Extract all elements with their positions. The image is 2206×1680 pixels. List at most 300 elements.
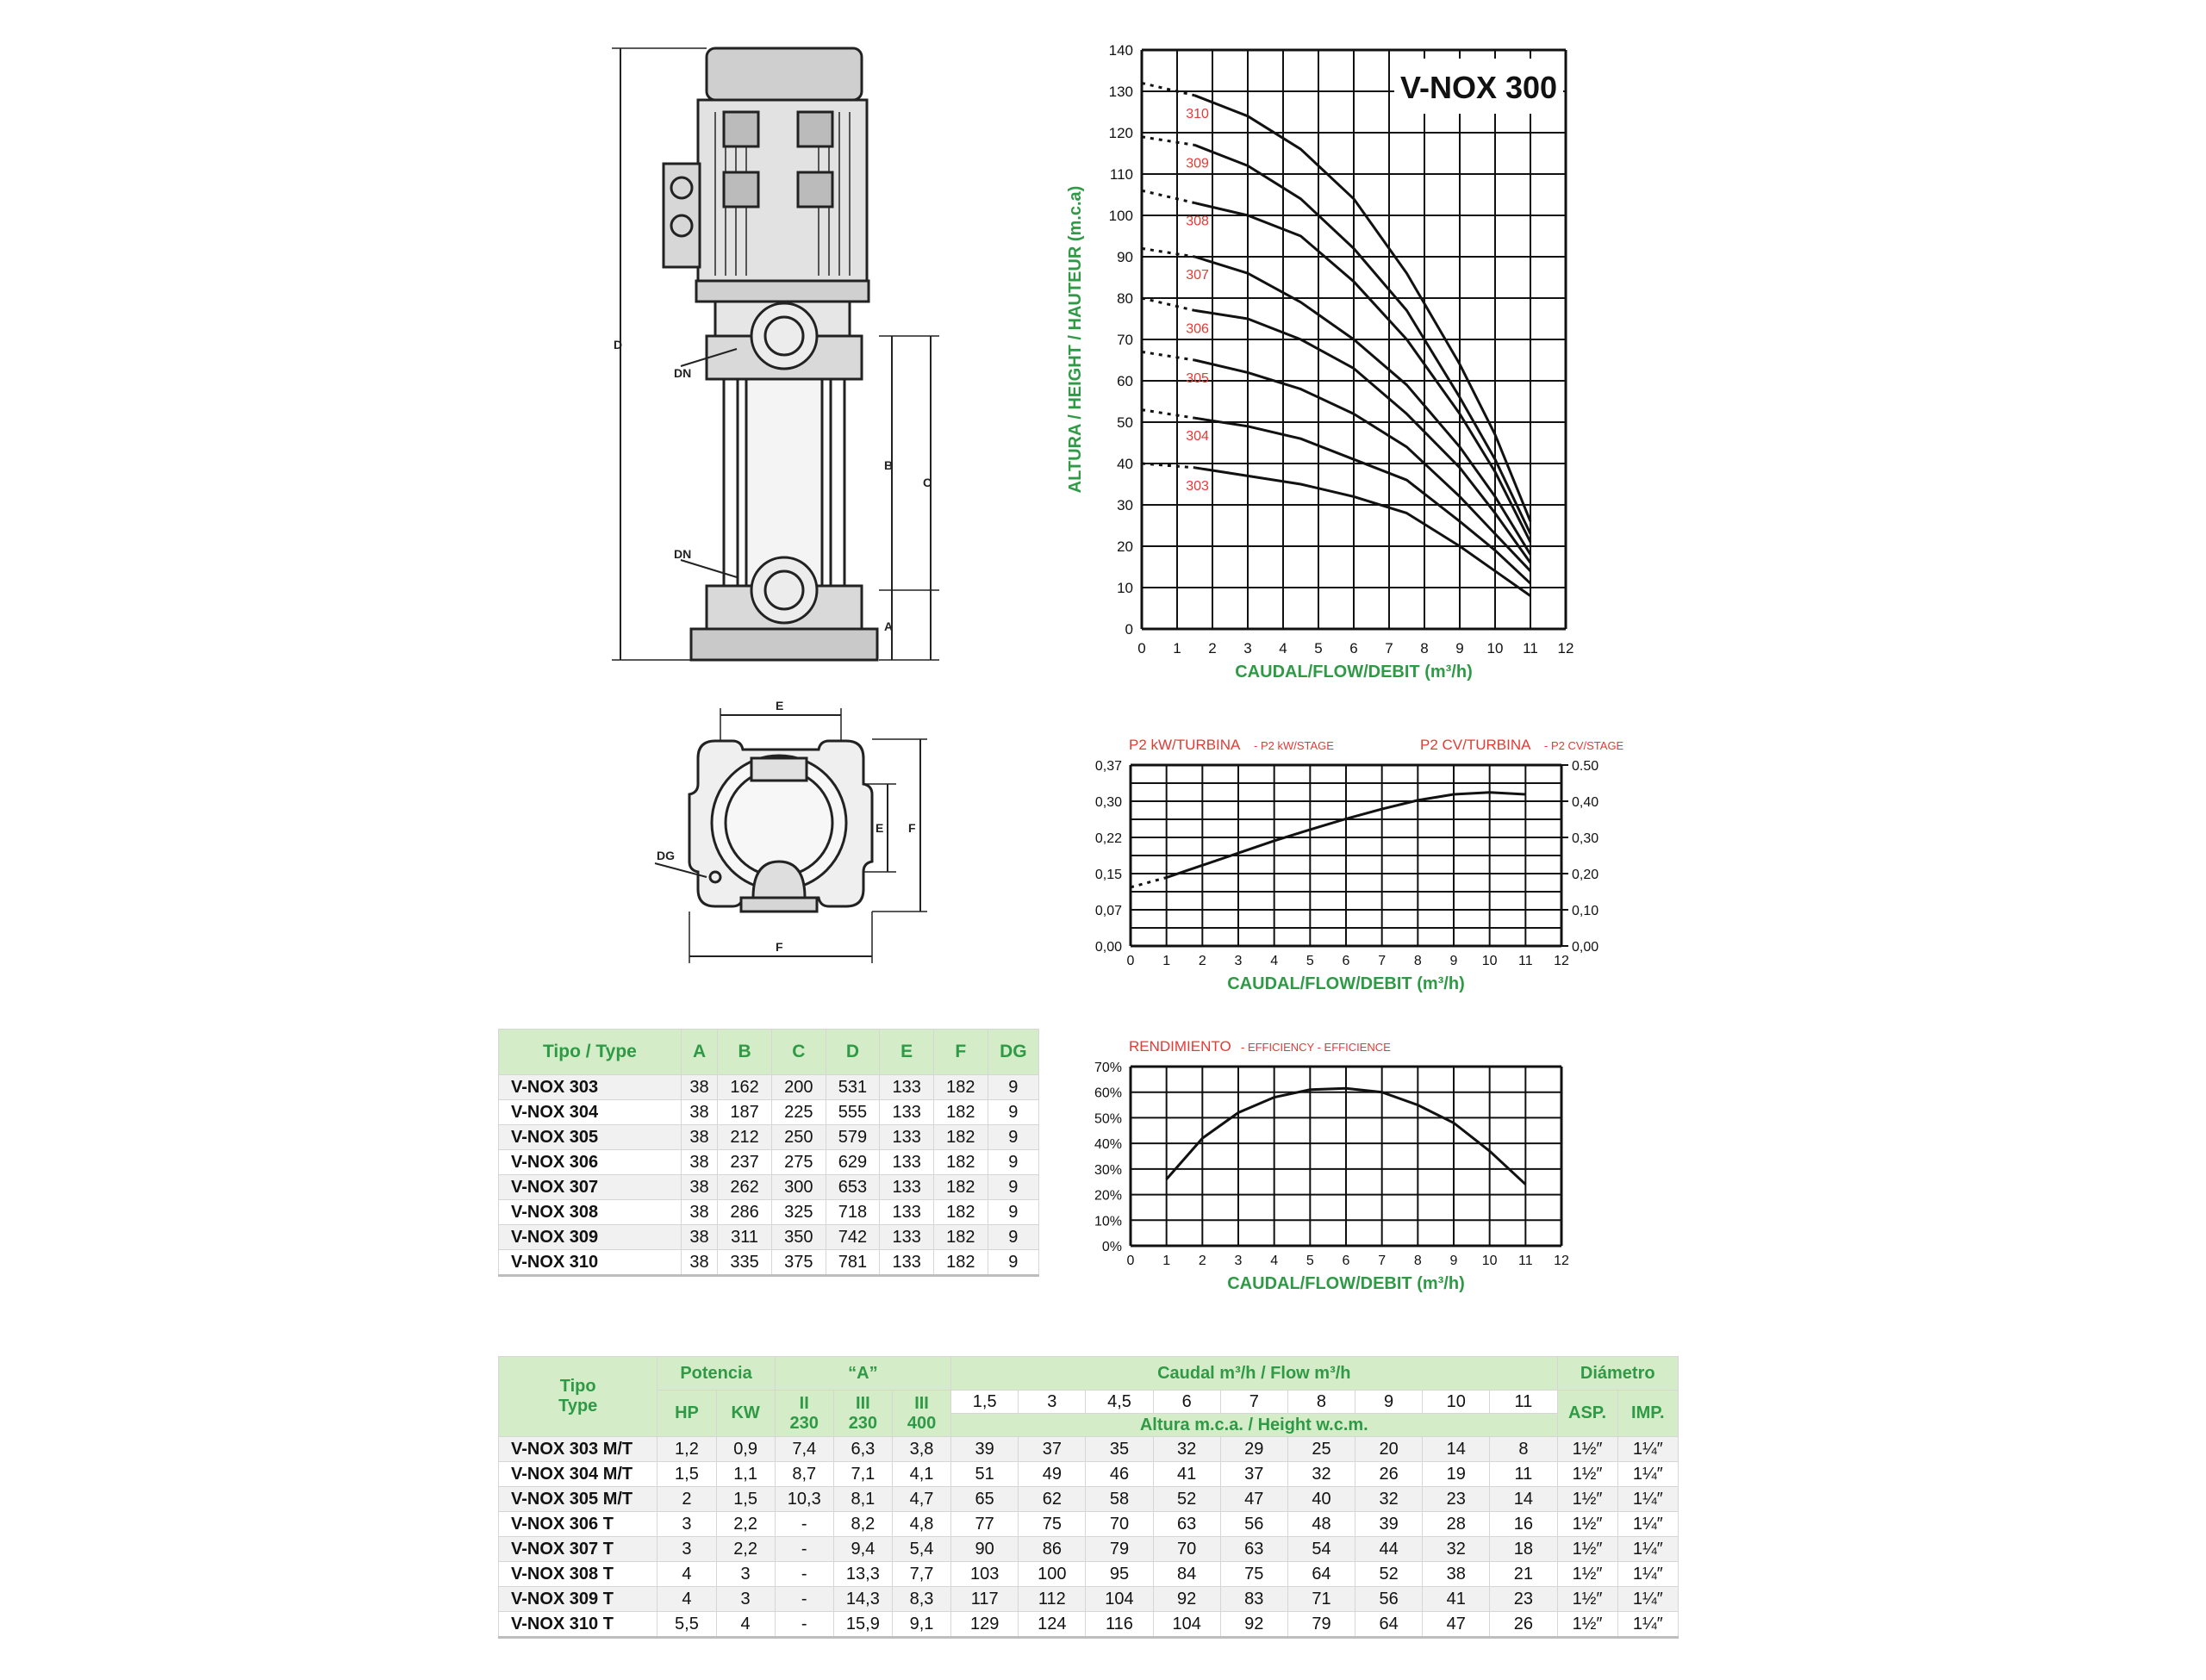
perf-cell: -: [775, 1537, 833, 1562]
power-ytick-right: 0,00: [1572, 940, 1599, 955]
perf-cell: 3: [657, 1537, 716, 1562]
dim-cell-type: V-NOX 306: [499, 1150, 682, 1175]
perf-cell: 41: [1423, 1587, 1490, 1612]
dim-cell: 300: [771, 1175, 826, 1200]
power-ytick-right: 0,40: [1572, 795, 1599, 810]
perf-cell: -: [775, 1512, 833, 1537]
perf-cell: 8,1: [833, 1487, 892, 1512]
power-title-right-sub: - P2 CV/STAGE: [1544, 739, 1624, 752]
perf-cell: 124: [1019, 1612, 1086, 1638]
perf-header-flow-7: 10: [1423, 1391, 1490, 1414]
dim-header-5: E: [880, 1030, 934, 1075]
perf-header-amp-1: [833, 1391, 892, 1437]
eff-ytick-label: 30%: [1094, 1162, 1122, 1178]
dim-cell-type: V-NOX 310: [499, 1250, 682, 1276]
perf-cell: 38: [1423, 1562, 1490, 1587]
dim-cell: 335: [718, 1250, 772, 1276]
dim-cell: 9: [988, 1175, 1038, 1200]
perf-cell: 104: [1153, 1612, 1220, 1638]
dim-cell-type: V-NOX 304: [499, 1100, 682, 1125]
dim-cell: 9: [988, 1250, 1038, 1276]
perf-cell: 1½″: [1557, 1587, 1617, 1612]
table-row: [499, 1587, 1679, 1612]
perf-cell: 16: [1490, 1512, 1557, 1537]
head-ytick-label: 110: [1109, 166, 1133, 183]
head-ytick-label: 60: [1117, 373, 1133, 389]
dim-cell: 350: [771, 1225, 826, 1250]
perf-cell: 1,2: [657, 1437, 716, 1462]
dim-header-1: A: [681, 1030, 717, 1075]
head-xtick-label: 3: [1243, 640, 1252, 656]
perf-cell: 71: [1287, 1587, 1355, 1612]
perf-cell: 32: [1355, 1487, 1423, 1512]
power-xtick-label: 9: [1449, 954, 1458, 968]
perf-cell: 28: [1423, 1512, 1490, 1537]
dim-cell-type: V-NOX 307: [499, 1175, 682, 1200]
eff-xtick-label: 6: [1342, 1254, 1350, 1268]
perf-cell: 4,8: [892, 1512, 950, 1537]
perf-cell: 32: [1153, 1437, 1220, 1462]
dim-cell: 375: [771, 1250, 826, 1276]
dim-header-4: D: [826, 1030, 880, 1075]
perf-cell: 116: [1086, 1612, 1153, 1638]
perf-cell: 7,7: [892, 1562, 950, 1587]
dim-cell: 38: [681, 1075, 717, 1100]
perf-cell-type: V-NOX 308 T: [499, 1562, 657, 1587]
dim-cell: 9: [988, 1200, 1038, 1225]
perf-cell: 37: [1220, 1462, 1287, 1487]
dim-cell-type: V-NOX 303: [499, 1075, 682, 1100]
perf-cell: 39: [951, 1437, 1019, 1462]
head-curve-310: [1195, 96, 1531, 521]
power-xtick-label: 11: [1518, 954, 1533, 968]
perf-cell: 90: [951, 1537, 1019, 1562]
table-row: [499, 1250, 1039, 1276]
dim-cell: 38: [681, 1100, 717, 1125]
table-row: [499, 1200, 1039, 1225]
eff-ytick-label: 10%: [1094, 1214, 1122, 1229]
perf-cell: 1¼″: [1617, 1587, 1678, 1612]
perf-cell: 1¼″: [1617, 1537, 1678, 1562]
perf-cell: 41: [1153, 1462, 1220, 1487]
perf-cell: 1,5: [657, 1462, 716, 1487]
perf-cell: 4: [716, 1612, 775, 1638]
perf-cell: 49: [1019, 1462, 1086, 1487]
perf-header-asp: ASP.: [1557, 1391, 1617, 1437]
perf-cell: 48: [1287, 1512, 1355, 1537]
perf-cell: 103: [951, 1562, 1019, 1587]
perf-cell: 3: [657, 1512, 716, 1537]
perf-header-flow-0: 1,5: [951, 1391, 1019, 1414]
power-ytick-left: 0,00: [1094, 940, 1122, 955]
dim-cell: 250: [771, 1125, 826, 1150]
head-y-axis-label: ALTURA / HEIGHT / HAUTEUR (m.c.a): [1066, 185, 1085, 494]
eff-title-sub: - EFFICIENCY - EFFICIENCE: [1241, 1041, 1391, 1054]
eff-ytick-label: 20%: [1094, 1188, 1122, 1204]
dim-cell: 781: [826, 1250, 880, 1276]
perf-cell: 15,9: [833, 1612, 892, 1638]
eff-xtick-label: 11: [1518, 1254, 1533, 1268]
dim-cell: 9: [988, 1225, 1038, 1250]
perf-cell: 14: [1423, 1437, 1490, 1462]
dim-cell: 133: [880, 1150, 934, 1175]
perf-cell: 1½″: [1557, 1562, 1617, 1587]
head-ytick-label: 80: [1117, 290, 1133, 307]
head-curve-304: [1195, 418, 1531, 583]
eff-xtick-label: 12: [1554, 1254, 1569, 1268]
perf-header-potencia: Potencia: [657, 1357, 775, 1391]
head-xtick-label: 0: [1137, 640, 1146, 656]
perf-cell: 56: [1355, 1587, 1423, 1612]
power-ytick-right: 0,10: [1572, 904, 1599, 918]
dim-cell: 653: [826, 1175, 880, 1200]
perf-cell: 112: [1019, 1587, 1086, 1612]
dim-cell: 133: [880, 1200, 934, 1225]
dim-cell: 9: [988, 1125, 1038, 1150]
perf-header-flow-3: 6: [1153, 1391, 1220, 1414]
power-ytick-left: 0,15: [1094, 868, 1122, 882]
perf-cell: 8,2: [833, 1512, 892, 1537]
perf-cell: 1¼″: [1617, 1612, 1678, 1638]
perf-header-flow-8: 11: [1490, 1391, 1557, 1414]
table-row: [499, 1150, 1039, 1175]
perf-cell: 100: [1019, 1562, 1086, 1587]
dim-cell: 200: [771, 1075, 826, 1100]
perf-cell: 51: [951, 1462, 1019, 1487]
dim-header-2: B: [718, 1030, 772, 1075]
power-xtick-label: 6: [1342, 954, 1350, 968]
perf-cell: 77: [951, 1512, 1019, 1537]
dim-cell: 275: [771, 1150, 826, 1175]
perf-header-flow-6: 9: [1355, 1391, 1423, 1414]
dim-label-E-top: E: [776, 699, 784, 712]
table-row: [499, 1487, 1679, 1512]
perf-header-tipo-es: Tipo: [559, 1377, 596, 1396]
head-ytick-label: 30: [1117, 497, 1133, 513]
dim-cell: 9: [988, 1100, 1038, 1125]
eff-ytick-label: 60%: [1094, 1086, 1122, 1101]
perf-cell-type: V-NOX 310 T: [499, 1612, 657, 1638]
pump-base-plan-drawing: [646, 689, 939, 974]
head-xtick-label: 2: [1208, 640, 1217, 656]
perf-header-amp-voltage: 400: [907, 1413, 937, 1433]
perf-cell: 14: [1490, 1487, 1557, 1512]
head-curve-303: [1195, 468, 1531, 596]
dim-cell: 718: [826, 1200, 880, 1225]
perf-cell: 19: [1423, 1462, 1490, 1487]
dim-cell: 182: [934, 1175, 988, 1200]
perf-cell: 79: [1287, 1612, 1355, 1638]
perf-cell: 1¼″: [1617, 1512, 1678, 1537]
perf-cell-type: V-NOX 303 M/T: [499, 1437, 657, 1462]
table-row: [499, 1612, 1679, 1638]
table-row: [499, 1125, 1039, 1150]
head-curve-label-303: 303: [1186, 478, 1209, 494]
head-curve-dashed-310: [1142, 83, 1195, 95]
table-row: [499, 1437, 1679, 1462]
dim-label-dn-bottom: DN: [674, 547, 692, 561]
perf-cell: 65: [951, 1487, 1019, 1512]
perf-cell: 62: [1019, 1487, 1086, 1512]
dim-cell: 133: [880, 1225, 934, 1250]
head-ytick-label: 140: [1108, 42, 1133, 59]
perf-cell: 58: [1086, 1487, 1153, 1512]
power-chart: [1060, 724, 1698, 1008]
perf-header-flow-2: 4,5: [1086, 1391, 1153, 1414]
head-ytick-label: 90: [1117, 249, 1133, 265]
perf-header-amp-phase: III: [856, 1393, 870, 1413]
head-ytick-label: 0: [1125, 621, 1133, 638]
power-title-right: P2 CV/TURBINA: [1420, 737, 1531, 753]
power-ytick-left: 0,22: [1094, 831, 1122, 846]
dim-cell: 262: [718, 1175, 772, 1200]
dim-cell: 133: [880, 1250, 934, 1276]
dim-cell: 225: [771, 1100, 826, 1125]
head-xtick-label: 8: [1420, 640, 1429, 656]
perf-cell: 4: [657, 1587, 716, 1612]
perf-cell: 1½″: [1557, 1537, 1617, 1562]
dim-label-F-side: F: [908, 821, 916, 835]
power-xtick-label: 1: [1162, 954, 1171, 968]
eff-title: RENDIMIENTO: [1129, 1038, 1231, 1055]
perf-cell: 84: [1153, 1562, 1220, 1587]
dim-cell: 38: [681, 1250, 717, 1276]
perf-header-caudal: Caudal m³/h / Flow m³/h: [951, 1357, 1557, 1391]
eff-ytick-label: 70%: [1094, 1061, 1122, 1075]
perf-cell: 10,3: [775, 1487, 833, 1512]
perf-header-flow-4: 7: [1220, 1391, 1287, 1414]
eff-xtick-label: 3: [1234, 1254, 1243, 1268]
dim-cell: 162: [718, 1075, 772, 1100]
perf-cell: 4,1: [892, 1462, 950, 1487]
perf-cell: 63: [1220, 1537, 1287, 1562]
perf-cell: 56: [1220, 1512, 1287, 1537]
head-ytick-label: 120: [1108, 125, 1133, 141]
perf-cell: -: [775, 1562, 833, 1587]
dim-cell: 133: [880, 1075, 934, 1100]
perf-cell: 5,5: [657, 1612, 716, 1638]
perf-header-flow-5: 8: [1287, 1391, 1355, 1414]
head-xtick-label: 12: [1557, 640, 1574, 656]
head-ytick-label: 50: [1117, 414, 1133, 431]
perf-cell: 25: [1287, 1437, 1355, 1462]
performance-table: [498, 1356, 1679, 1639]
power-xtick-label: 0: [1126, 954, 1135, 968]
eff-xtick-label: 8: [1413, 1254, 1422, 1268]
dim-label-F-bottom: F: [776, 940, 783, 954]
perf-cell: 7,4: [775, 1437, 833, 1462]
head-ytick-label: 130: [1108, 84, 1133, 100]
perf-cell: 2,2: [716, 1537, 775, 1562]
power-xtick-label: 2: [1198, 954, 1206, 968]
perf-cell: 23: [1423, 1487, 1490, 1512]
perf-header-altura: Altura m.c.a. / Height w.c.m.: [951, 1414, 1557, 1437]
perf-cell: 8,3: [892, 1587, 950, 1612]
power-ytick-left: 0,07: [1094, 904, 1122, 918]
perf-cell: 11: [1490, 1462, 1557, 1487]
perf-cell: 1¼″: [1617, 1437, 1678, 1462]
perf-cell: 1¼″: [1617, 1562, 1678, 1587]
perf-header-tipo-en: Type: [558, 1397, 598, 1416]
table-row: [499, 1462, 1679, 1487]
head-xtick-label: 4: [1279, 640, 1287, 656]
dim-cell: 212: [718, 1125, 772, 1150]
dim-cell: 9: [988, 1150, 1038, 1175]
perf-cell: 1½″: [1557, 1487, 1617, 1512]
perf-cell: 2,2: [716, 1512, 775, 1537]
head-curve-label-306: 306: [1186, 321, 1209, 337]
perf-cell: 3: [716, 1562, 775, 1587]
perf-cell: 104: [1086, 1587, 1153, 1612]
perf-cell: 8: [1490, 1437, 1557, 1462]
dim-cell-type: V-NOX 309: [499, 1225, 682, 1250]
perf-cell-type: V-NOX 304 M/T: [499, 1462, 657, 1487]
power-xtick-label: 5: [1306, 954, 1314, 968]
dim-cell: 38: [681, 1125, 717, 1150]
head-xtick-label: 9: [1455, 640, 1464, 656]
perf-cell: 4,7: [892, 1487, 950, 1512]
perf-header-amp-0: [775, 1391, 833, 1437]
eff-xtick-label: 0: [1126, 1254, 1135, 1268]
dim-cell: 187: [718, 1100, 772, 1125]
perf-cell: 44: [1355, 1537, 1423, 1562]
perf-cell: 32: [1287, 1462, 1355, 1487]
perf-cell: 54: [1287, 1537, 1355, 1562]
perf-cell: 92: [1153, 1587, 1220, 1612]
head-ytick-label: 20: [1117, 538, 1133, 555]
power-ytick-right: 0,20: [1572, 868, 1599, 882]
dim-cell: 182: [934, 1225, 988, 1250]
perf-cell: 63: [1153, 1512, 1220, 1537]
dim-cell: 742: [826, 1225, 880, 1250]
perf-cell-type: V-NOX 305 M/T: [499, 1487, 657, 1512]
head-curves-chart: [1060, 26, 1698, 698]
power-title-left-sub: - P2 kW/STAGE: [1254, 739, 1334, 752]
eff-ytick-label: 40%: [1094, 1137, 1122, 1153]
perf-cell: 70: [1153, 1537, 1220, 1562]
eff-xtick-label: 5: [1306, 1254, 1314, 1268]
dim-label-dn-top: DN: [674, 366, 692, 380]
head-curve-dashed-304: [1142, 410, 1195, 419]
dim-cell: 531: [826, 1075, 880, 1100]
head-curve-dashed-309: [1142, 137, 1195, 146]
head-xtick-label: 10: [1486, 640, 1504, 656]
perf-cell: 64: [1287, 1562, 1355, 1587]
perf-cell: 14,3: [833, 1587, 892, 1612]
dim-cell: 311: [718, 1225, 772, 1250]
perf-cell: 40: [1287, 1487, 1355, 1512]
perf-cell: 37: [1019, 1437, 1086, 1462]
perf-cell: 8,7: [775, 1462, 833, 1487]
perf-cell: 52: [1153, 1487, 1220, 1512]
perf-cell: 75: [1220, 1562, 1287, 1587]
perf-header-amp-2: [892, 1391, 950, 1437]
eff-ytick-label: 0%: [1101, 1240, 1122, 1254]
perf-cell: 64: [1355, 1612, 1423, 1638]
head-curve-label-307: 307: [1186, 268, 1209, 283]
head-curve-label-310: 310: [1186, 106, 1209, 121]
perf-header-amp-voltage: 230: [789, 1413, 819, 1433]
perf-cell-type: V-NOX 307 T: [499, 1537, 657, 1562]
head-x-axis-label: CAUDAL/FLOW/DEBIT (m³/h): [1235, 663, 1473, 681]
head-ytick-label: 100: [1108, 208, 1133, 224]
dim-cell: 38: [681, 1175, 717, 1200]
perf-cell: 83: [1220, 1587, 1287, 1612]
perf-cell: 75: [1019, 1512, 1086, 1537]
dim-cell: 325: [771, 1200, 826, 1225]
dim-cell-type: V-NOX 308: [499, 1200, 682, 1225]
perf-cell-type: V-NOX 306 T: [499, 1512, 657, 1537]
dim-cell: 286: [718, 1200, 772, 1225]
perf-cell: 0,9: [716, 1437, 775, 1462]
power-xtick-label: 3: [1234, 954, 1243, 968]
power-curve-dashed: [1131, 878, 1167, 887]
power-xtick-label: 12: [1554, 954, 1569, 968]
perf-cell: 18: [1490, 1537, 1557, 1562]
head-chart-title: V-NOX 300: [1399, 70, 1558, 105]
table-row: [499, 1512, 1679, 1537]
perf-cell: 1½″: [1557, 1512, 1617, 1537]
perf-cell: 5,4: [892, 1537, 950, 1562]
perf-cell: 70: [1086, 1512, 1153, 1537]
head-curve-dashed-307: [1142, 248, 1195, 257]
head-xtick-label: 1: [1173, 640, 1181, 656]
perf-header-amps: “A”: [775, 1357, 950, 1391]
perf-header-imp: IMP.: [1617, 1391, 1678, 1437]
head-ytick-label: 10: [1117, 580, 1133, 596]
perf-cell: 13,3: [833, 1562, 892, 1587]
perf-cell: 2: [657, 1487, 716, 1512]
table-row: [499, 1075, 1039, 1100]
perf-cell: 1½″: [1557, 1612, 1617, 1638]
perf-cell: 9,1: [892, 1612, 950, 1638]
perf-header-amp-phase: III: [914, 1393, 929, 1413]
perf-cell: -: [775, 1612, 833, 1638]
head-curve-dashed-305: [1142, 352, 1195, 360]
head-xtick-label: 5: [1314, 640, 1323, 656]
eff-xtick-label: 2: [1198, 1254, 1206, 1268]
perf-cell: 1¼″: [1617, 1487, 1678, 1512]
power-ytick-left: 0,30: [1094, 795, 1122, 810]
head-curve-label-304: 304: [1186, 429, 1209, 445]
dimensions-table-header: [499, 1030, 1039, 1075]
perf-cell: 35: [1086, 1437, 1153, 1462]
head-curve-label-309: 309: [1186, 156, 1209, 171]
perf-cell: 6,3: [833, 1437, 892, 1462]
dim-cell: 555: [826, 1100, 880, 1125]
power-ytick-left: 0,37: [1094, 759, 1122, 774]
head-curve-label-308: 308: [1186, 214, 1209, 229]
dim-cell: 182: [934, 1100, 988, 1125]
power-title-left: P2 kW/TURBINA: [1129, 737, 1241, 753]
dim-label-B: B: [884, 458, 894, 472]
dim-cell: 579: [826, 1125, 880, 1150]
perf-cell: 47: [1220, 1487, 1287, 1512]
perf-cell: 117: [951, 1587, 1019, 1612]
perf-cell: 95: [1086, 1562, 1153, 1587]
eff-xtick-label: 9: [1449, 1254, 1458, 1268]
dim-cell-type: V-NOX 305: [499, 1125, 682, 1150]
perf-header-tipo: [499, 1357, 657, 1437]
perf-cell: 47: [1423, 1612, 1490, 1638]
perf-header-hp: HP: [657, 1391, 716, 1437]
perf-cell: 26: [1355, 1462, 1423, 1487]
dim-cell: 182: [934, 1200, 988, 1225]
eff-xtick-label: 7: [1378, 1254, 1387, 1268]
dim-label-DG: DG: [657, 849, 675, 862]
head-curve-label-305: 305: [1186, 371, 1209, 386]
power-xtick-label: 10: [1481, 954, 1498, 968]
